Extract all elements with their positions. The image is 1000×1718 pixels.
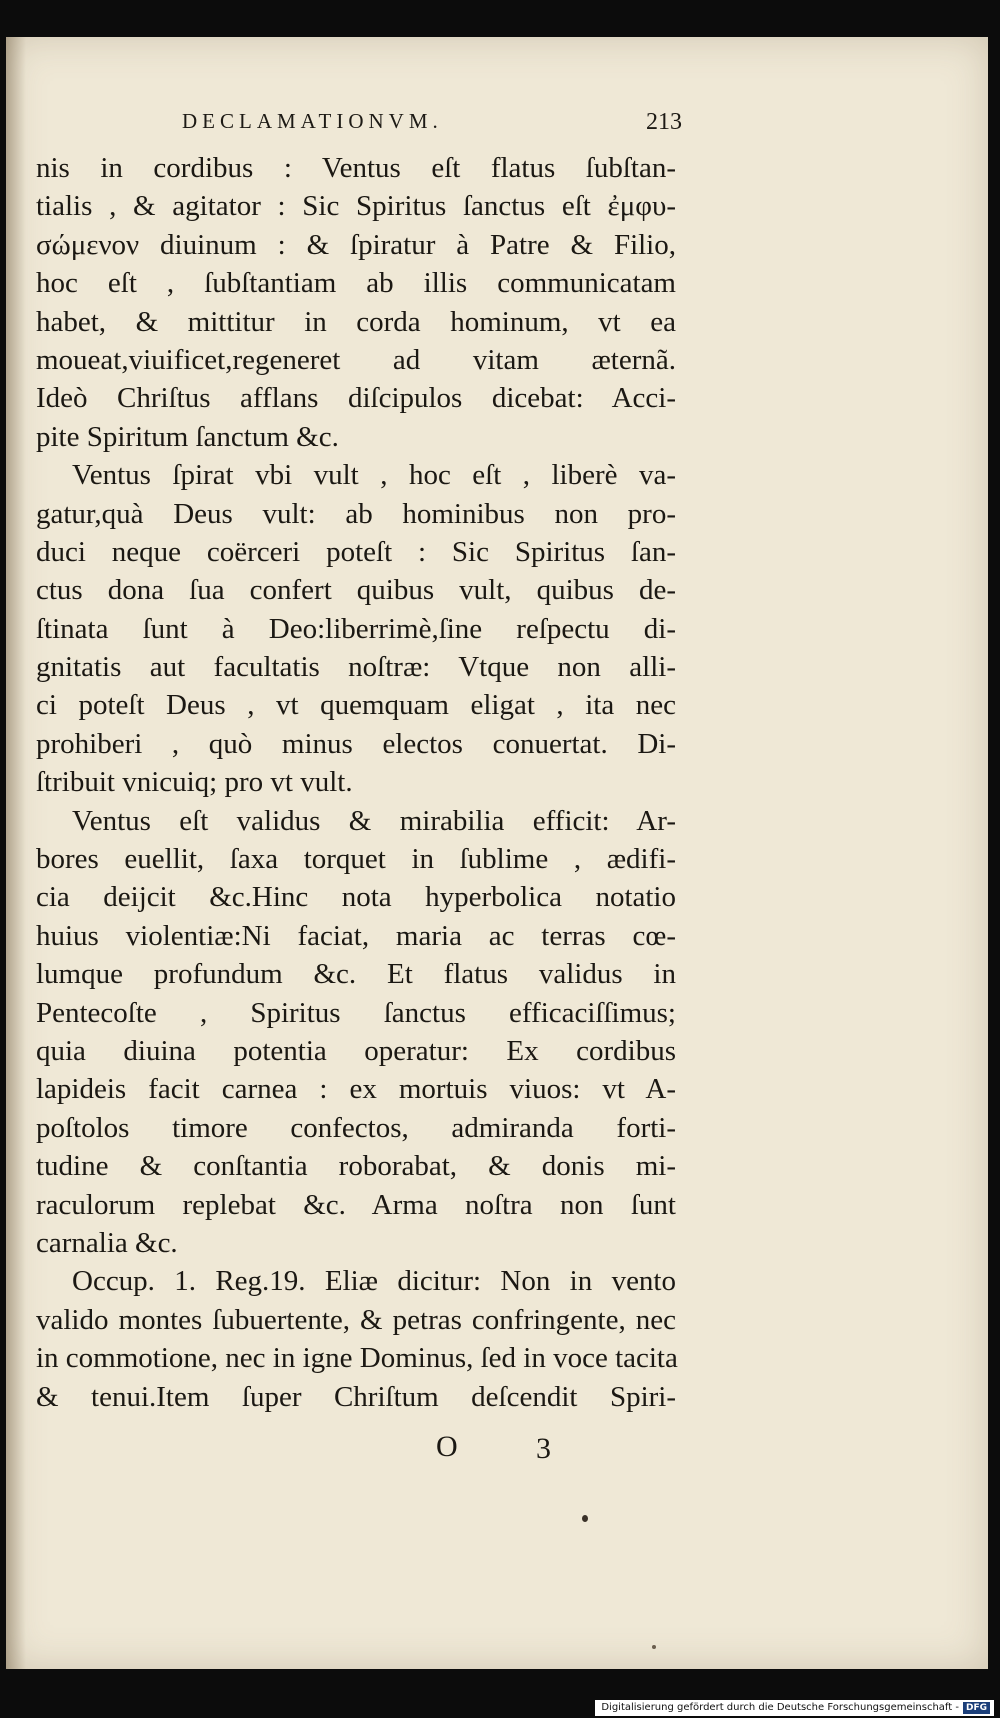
text-line: carnalia &c. <box>36 1226 178 1259</box>
running-title: DECLAMATIONVM. <box>182 109 443 133</box>
text-line: σώμενον diuinum : & ſpiratur à Patre & Filio, <box>36 228 676 261</box>
text-line: tudine & conſtantia roborabat, & donis mi- <box>36 1150 676 1183</box>
text-line: Ventus eſt validus & mirabilia efficit: Ar- <box>72 804 676 837</box>
text-line: habet, & mittitur in corda hominum, vt ea <box>36 305 676 338</box>
text-line: nis in cordibus : Ventus eſt flatus ſubſtan- <box>36 152 676 184</box>
signature-mark <box>6 1430 988 1470</box>
ink-spot <box>652 1645 656 1649</box>
text-line: huius violentiæ:Ni faciat, maria ac terras cœ- <box>36 919 676 952</box>
text-line: gnitatis aut facultatis noſtræ: Vtque non alli- <box>36 651 676 684</box>
text-line: Pentecoſte , Spiritus ſanctus efficaciſſimus; <box>36 996 676 1029</box>
text-line: raculorum replebat &c. Arma noſtra non ſunt <box>36 1188 676 1221</box>
signature-number: 3 <box>536 1432 551 1465</box>
text-line: valido montes ſubuertente, & petras confringente, nec <box>36 1303 676 1336</box>
text-line: lumque profundum &c. Et flatus validus in <box>36 958 676 991</box>
text-line: ſtribuit vnicuiq; pro vt vult. <box>36 766 353 799</box>
credit-text: Digitalisierung gefördert durch die Deutsche Forschungsgemeinschaft - <box>601 1702 959 1713</box>
text-line: poſtolos timore confectos, admiranda forti- <box>36 1111 676 1144</box>
text-line: prohiberi , quò minus electos conuertat. Di- <box>36 727 676 760</box>
text-line: ci poteſt Deus , vt quemquam eligat , ita nec <box>36 689 676 722</box>
text-line: & tenui.Item ſuper Chriſtum deſcendit Spiri- <box>36 1380 676 1413</box>
digitization-credit <box>595 1700 994 1716</box>
text-line: Ideò Chriſtus afflans diſcipulos dicebat: Acci- <box>36 382 676 415</box>
text-line: quia diuina potentia operatur: Ex cordibus <box>36 1034 676 1067</box>
text-line: bores euellit, ſaxa torquet in ſublime , ædifi- <box>36 843 676 876</box>
text-line: moueat,viuificet,regeneret ad vitam æternã. <box>36 343 676 376</box>
text-line: ctus dona ſua confert quibus vult, quibus de- <box>36 574 676 607</box>
text-line: Ventus ſpirat vbi vult , hoc eſt , liberè va- <box>72 459 676 492</box>
text-line: in commotione, nec in igne Dominus, ſed in voce tacita <box>36 1342 678 1375</box>
dfg-logo: DFG <box>963 1702 990 1714</box>
text-line: lapideis facit carnea : ex mortuis viuos: vt A- <box>36 1073 676 1106</box>
text-line: hoc eſt , ſubſtantiam ab illis communicatam <box>36 267 676 300</box>
ink-spot <box>582 1515 588 1522</box>
text-line: pite Spiritum ſanctum &c. <box>36 420 339 453</box>
page-number: 213 <box>646 109 682 135</box>
text-line: ſtinata ſunt à Deo:liberrimè,ſine reſpectu di- <box>36 612 676 645</box>
text-line: Occup. 1. Reg.19. Eliæ dicitur: Non in vento <box>72 1265 676 1298</box>
running-header <box>6 109 988 139</box>
text-line: tialis , & agitator : Sic Spiritus ſanctus eſt ἐμφυ- <box>36 190 676 223</box>
text-line: cia deijcit &c.Hinc nota hyperbolica notatio <box>36 881 676 914</box>
text-line: gatur,quà Deus vult: ab hominibus non pro- <box>36 497 676 530</box>
signature-letter: O <box>436 1430 458 1463</box>
book-page <box>6 37 988 1669</box>
text-line: duci neque coërceri poteſt : Sic Spiritus ſan- <box>36 535 676 568</box>
body-text <box>36 149 676 1416</box>
